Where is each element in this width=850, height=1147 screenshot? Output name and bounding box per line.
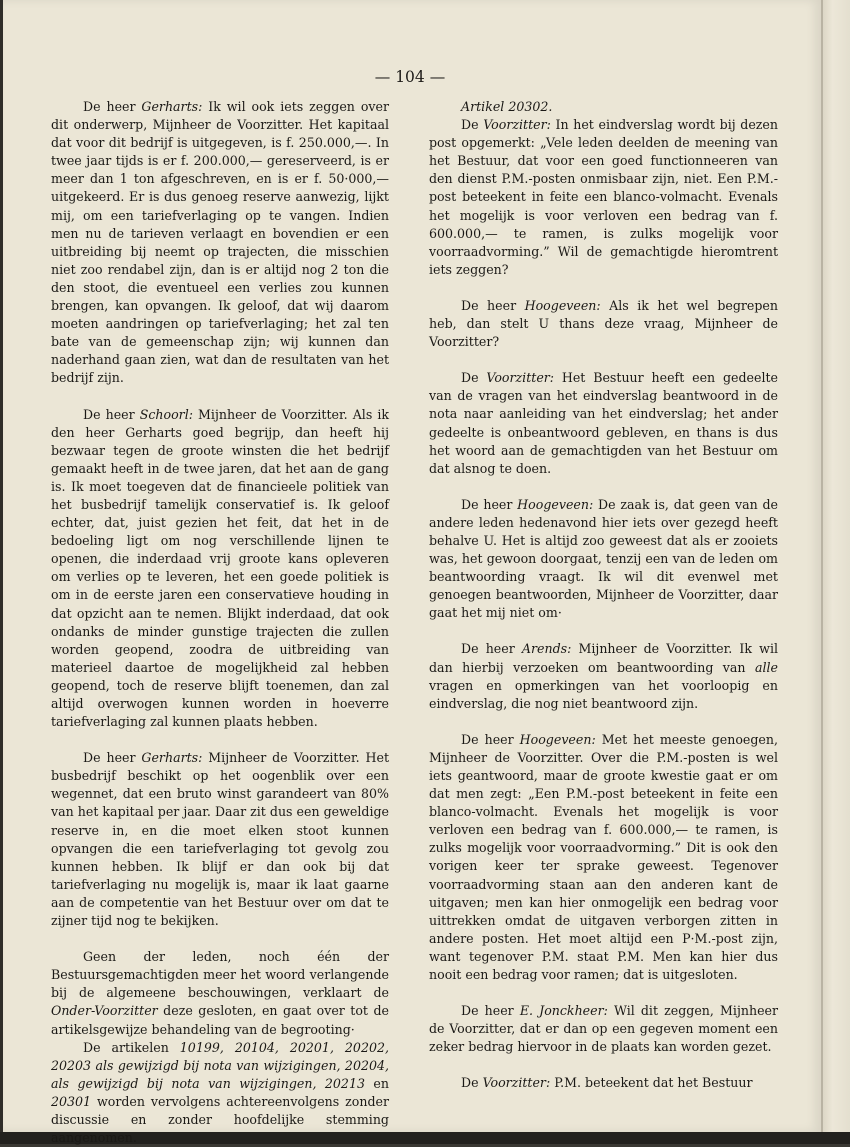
paragraph-voorzitter-2 [429,369,778,478]
paragraph-text: Wil dit zeggen, Mijnheer de Voorzitter, dat er dan op een gegeven moment een zeker bedrag hiervoor in de plaats kan worden gezet. [429,1003,779,1055]
paragraph-text: Als ik het wel begrepen heb, dan stelt U thans deze vraag, Mijnheer de Voorzitter? [429,297,778,350]
speaker-name: Schoorl: [139,406,193,422]
speaker-title: De heer [83,406,140,422]
article-heading: Artikel 20302. [461,99,553,114]
paragraph-articles-adopted [51,1039,389,1147]
paragraph-text: P.M. beteekent dat het Bestuur [550,1075,753,1091]
speaker-title: De heer [461,1003,520,1019]
italic-role: Onder-Voorzitter [51,1003,158,1019]
speaker-name: Voorzitter: [482,1075,551,1091]
paragraph-text: deze gesloten, en gaat over tot de artikelsgewijze behandeling van de begrooting· [51,1003,389,1037]
speaker-name: Gerharts: [141,750,203,766]
speaker-name: Arends: [521,641,572,657]
paragraph-closing-discussion [51,948,389,1038]
paragraph-text: Het Bestuur heeft een gedeelte van de vragen van het eindverslag beantwoord in de nota naar aanleiding van het eindverslag; het ander gedeelte is onbeantwoord gebleven, en thans is dus het woord aan de gemachtigden van het Bestuur om dat alsnog te doen. [429,370,779,476]
speaker-name: Gerharts: [141,99,203,114]
paragraph-hoogeveen-3 [429,731,778,984]
paragraph-voorzitter-3 [429,1074,778,1092]
speaker-title: De heer [461,496,518,512]
paragraph-hoogeveen-1 [429,297,778,351]
speaker-title: De heer [83,750,142,766]
paragraph-text: Mijnheer de Voorzitter. Als ik den heer Gerharts goed begrijp, dan heeft hij bezwaar tegen de groote winsten die het bedrijf gemaakt heeft in de twee jaren, dat het aan de gang is. Ik moet toegeven dat de financieele politiek van het busbedrijf tamelijk conservatief is. Ik geloof echter, dat, juist gezien het feit, dat het in de bedoeling ligt om nog verschillende lijnen te openen, die inderdaad vrij groote kans opleveren om verlies op te leveren, het een goede politiek is om in de eerste jaren een conservatieve houding in dat opzicht aan te nemen. Blijkt inderdaad, dat ook ondanks de minder gunstige trajecten die zullen worden geopend, zoodra de uitbreiding van materieel daartoe de mogelijkheid zal hebben geopend, toch de reserve blijft toenemen, dan zal altijd overwogen kunnen worden in hoeverre tariefverlaging zal kunnen plaats hebben. [51,406,390,730]
paragraph-text: worden vervolgens achtereenvolgens zonder discussie en zonder hoofdelijke stemming aangenomen. [51,1093,389,1146]
paragraph-schoorl [51,406,389,732]
speaker-name: Hoogeveen: [517,496,594,512]
paragraph-arends [429,640,778,712]
paragraph-hoogeveen-2 [429,496,778,623]
paragraph-gerharts-2 [51,749,389,930]
speaker-name: Voorzitter: [486,370,555,386]
speaker-title: De heer [461,297,525,313]
paragraph-gerharts-1 [51,98,389,388]
speaker-name: Hoogeveen: [519,731,596,747]
paragraph-text: Geen der leden, noch één der Bestuursgemachtigden meer het woord verlangende bij de algemeene beschouwingen, verklaart de [51,949,389,1001]
paragraph-text: Mijnheer de Voorzitter. Het busbedrijf beschikt op het oogenblik over een wegennet, dat een bruto winst garandeert van 80% van het kapitaal per jaar. Daar zit dus een geweldige reserve in, en die moet elken stoot kunnen opvangen die een tariefverlaging tot gevolg zou kunnen hebben. Ik blijf er dan ook bij dat tariefverlaging nu mogelijk is, maar ik laat gaarne aan de competentie van het Bestuur over om dat te zijner tijd nog te bekijken. [51,750,390,929]
speaker-title: De heer [83,99,142,114]
italic-emphasis: alle [754,659,778,675]
speaker-name: Hoogeveen: [524,297,601,313]
paragraph-text: vragen en opmerkingen van het voorloopig en eindverslag, die nog niet beantwoord zijn. [429,677,778,711]
speaker-name: E. Jonckheer: [519,1003,608,1019]
page-number: — 104 — [374,68,446,86]
paragraph-jonckheer [429,1002,778,1056]
speaker-title: De heer [461,731,520,747]
speaker-name: Voorzitter: [483,117,551,133]
left-column [51,98,389,1147]
article-list: 10199, 20104, 20201, 20202, 20203 als gewijzigd bij nota van wijzigingen, 20204, als gewijzigd bij nota van wijzigingen, 20213 [51,1039,389,1091]
paragraph-text: De artikelen [83,1039,180,1055]
speaker-title: De [461,1075,483,1091]
paragraph-text: Met het meeste genoegen, Mijnheer de Voorzitter. Over die P.M.-posten is wel iets geantwoord, maar de groote kwestie gaat er om dat men zegt: „Een P.M.-post beteekent in feite een blanco-volmacht. Evenals het mogelijk is voor verloven een bedrag van f. 600.000,— te ramen, is zulks mogelijk voor voorraadvorming.” Dit is ook den vorigen keer ter sprake geweest. Tegenover voorraadvorming staan aan den anderen kant de uitgaven; men kan hier onmogelijk een bedrag voor uittrekken omdat de uitgaven verborgen zitten in andere posten. Het moet altijd een P·M.-post zijn, want tegenover P.M. staat P.M. Men kan hier dus nooit een bedrag voor ramen; dat is uitgesloten. [429,731,778,983]
article-number: 20301 [51,1093,92,1109]
paragraph-text: en [364,1075,389,1091]
paragraph-text: De zaak is, dat geen van de andere leden hedenavond hier iets over gezegd heeft behalve U. Het is altijd zoo geweest dat als er zooiets was, het gewoon doorgaat, tenzij een van de leden om beantwoording vraagt. Ik wil dit evenwel met genoegen beantwoorden, Mijnheer de Voorzitter, daar gaat het mij niet om· [429,496,779,621]
speaker-title: De [461,370,487,386]
paragraph-text: In het eindverslag wordt bij dezen post opgemerkt: „Vele leden deelden de meening van het Bestuur, dat voor een goed functionneeren van den dienst P.M.-posten onmisbaar zijn, niet. Een P.M.-post beteekent in feite een blanco-volmacht. Evenals het mogelijk is voor verloven een bedrag van f. 600.000,— te ramen, is zulks mogelijk voor voorraadvorming.” Wil de gemachtigde hieromtrent iets zeggen? [429,117,778,277]
paragraph-text: Mijnheer de Voorzitter. Ik wil dan hierbij verzoeken om beantwoording van [429,641,779,675]
next-sheet-edge [821,0,850,1144]
page-edge-line [821,0,823,1144]
speaker-title: De heer [461,641,522,657]
speaker-title: De [461,117,484,133]
paragraph-voorzitter-1 [429,116,778,279]
paragraph-text: Ik wil ook iets zeggen over dit onderwerp, Mijnheer de Voorzitter. Het kapitaal dat voor dit bedrijf is uitgegeven, is f. 250.000,—. In twee jaar tijds is er f. 200.000,— gereserveerd, is er meer dan 1 ton afgeschreven, en is er f. 50·000,— uitgekeerd. Er is dus genoeg reserve aanwezig, lijkt mij, om een tariefverlaging op te vangen. Indien men nu de tarieven verlaagt en bovendien er een uitbreiding bij neemt op trajecten, die misschien niet zoo rendabel zijn, dan is er altijd nog 2 ton die den stoot, die eventueel een verlies zou kunnen brengen, kan opvangen. Ik geloof, dat wij daarom moeten aandringen op tariefverlaging; het zal ten bate van de gemeenschap zijn; wij kunnen dan naderhand gaan zien, wat dan de resultaten van het bedrijf zijn. [51,99,389,386]
right-column [429,98,778,1093]
